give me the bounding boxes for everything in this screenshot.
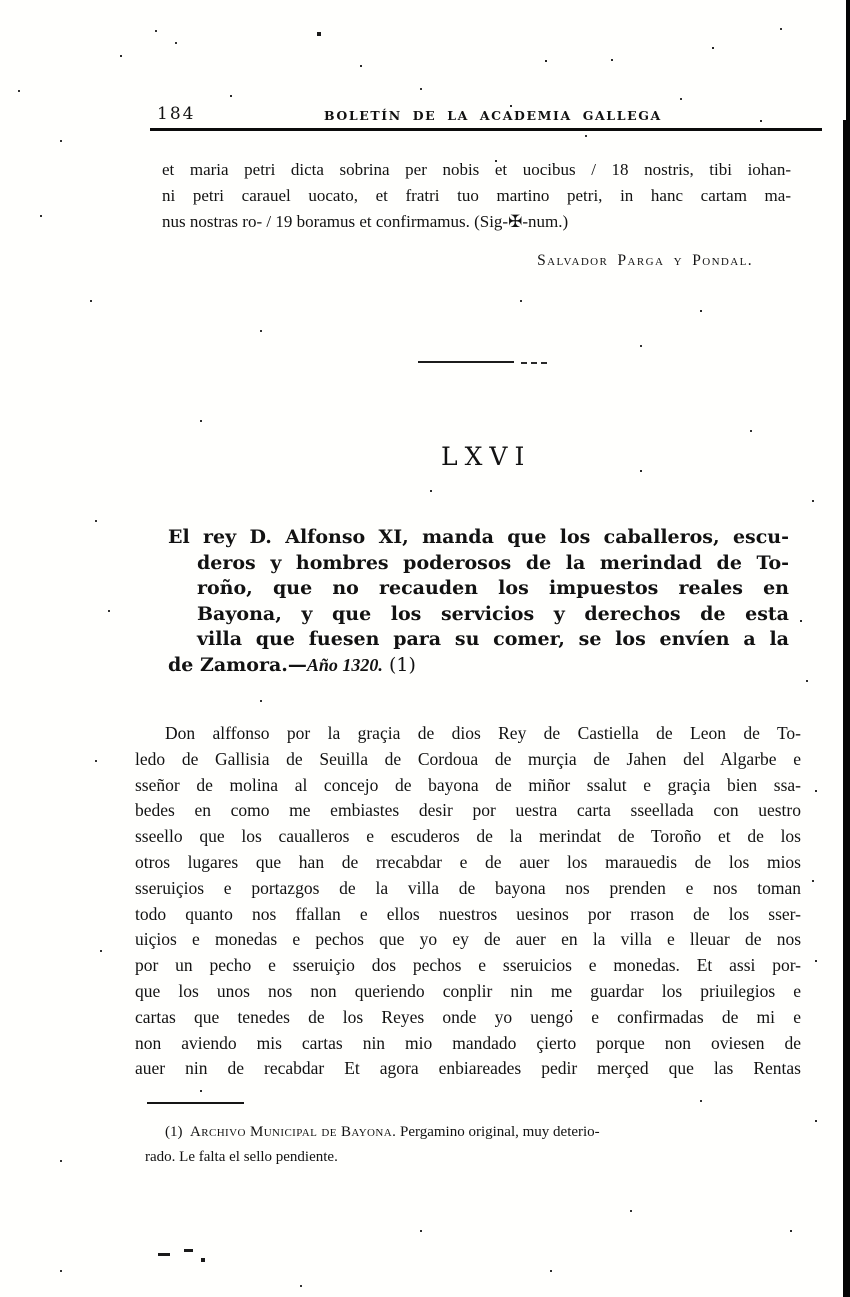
footnote-reference: (1) [382,653,416,676]
body-line: que los unos nos non queriendo conplir nin me guardar los priuilegios e [135,980,801,1001]
summary-line: El rey D. Alfonso XI, manda que los caballeros, escu- [168,526,789,548]
scan-edge-artifact [843,0,850,1297]
footnote-source: Archivo Municipal de Bayona. [190,1124,397,1140]
header-rule [150,128,822,131]
document-body [135,721,801,1082]
section-divider [418,361,514,363]
summary-line: deros y hombres poderosos de la merindad de To- [197,551,789,574]
document-summary [168,525,789,678]
journal-title: BOLETÍN DE LA ACADEMIA GALLEGA [324,108,662,123]
body-line: cartas que tenedes de los Reyes onde yo uengo e confirmadas de mi e [135,1006,801,1027]
footnote-line: rado. Le falta el sello pendiente. [145,1148,338,1165]
text-line: et maria petri dicta sobrina per nobis et uocibus / 18 nostris, tibi iohan- [162,160,791,179]
body-line: auer nin de recabdar Et agora enbiareades pedir merçed que las Rentas [135,1058,801,1079]
body-line: sseñor de molina al concejo de bayona de miñor ssalut e graçia bien ssa- [135,774,801,795]
body-line: sseruiçios e portazgos de la villa de bayona nos prenden e nos toman [135,877,801,898]
body-line: otros lugares que han de rrecabdar e de auer los marauedis de los mios [135,851,801,872]
footnote-marker: (1) [165,1124,183,1140]
previous-document-paragraph [162,157,791,235]
text-line: nus nostras ro- / 19 boramus et confirmamus. (Sig-✠-num.) [162,212,569,231]
footnote-text: Pergamino original, muy deterio- [396,1124,600,1140]
body-line: bedes en como me embiastes desir por uestra carta sseellada con uestro [135,800,801,821]
body-line: Don alffonso por la graçia de dios Rey de Castiella de Leon de To- [165,723,801,743]
body-line: todo quanto nos ffallan e ellos nuestros uesinos por rrason de los sser- [135,903,801,924]
page-number: 184 [157,104,196,124]
body-line: ledo de Gallisia de Seuilla de Cordoua de murçia de Jahen del Algarbe e [135,748,801,769]
body-line: uiçios e monedas e pechos que yo ey de auer en la villa e lleuar de nos [135,929,801,950]
section-divider-dash [521,362,547,364]
footnote [145,1120,794,1169]
scan-mark [184,1249,193,1252]
author-signature: Salvador Parga y Pondal. [537,252,753,269]
body-line: por un pecho e sseruiçio dos pechos e sseruicios e monedas. Et assi por- [135,955,801,976]
footnote-line [145,1120,794,1145]
section-number: LXVI [441,442,532,471]
summary-year: Año 1320. [306,654,383,675]
scan-noise-speckles [0,0,2,2]
summary-line: roño, que no recauden los impuestos reales en [197,577,789,599]
text-line: ni petri carauel uocato, et fratri tuo martino petri, in hanc cartam ma- [162,186,791,205]
summary-line [168,653,789,679]
footnote-rule [147,1102,244,1104]
summary-last-prefix: de Zamora.— [168,653,307,676]
summary-line: villa que fuesen para su comer, se los envíen a la [197,628,789,650]
summary-line: Bayona, y que los servicios y derechos de esta [197,602,789,625]
scan-mark [158,1253,170,1256]
scan-mark [201,1258,205,1262]
body-line: sseello que los caualleros e escuderos de la merindat de Toroño et de los [135,826,801,847]
body-line: non aviendo mis cartas nin mio mandado çierto porque non oviesen de [135,1032,801,1053]
